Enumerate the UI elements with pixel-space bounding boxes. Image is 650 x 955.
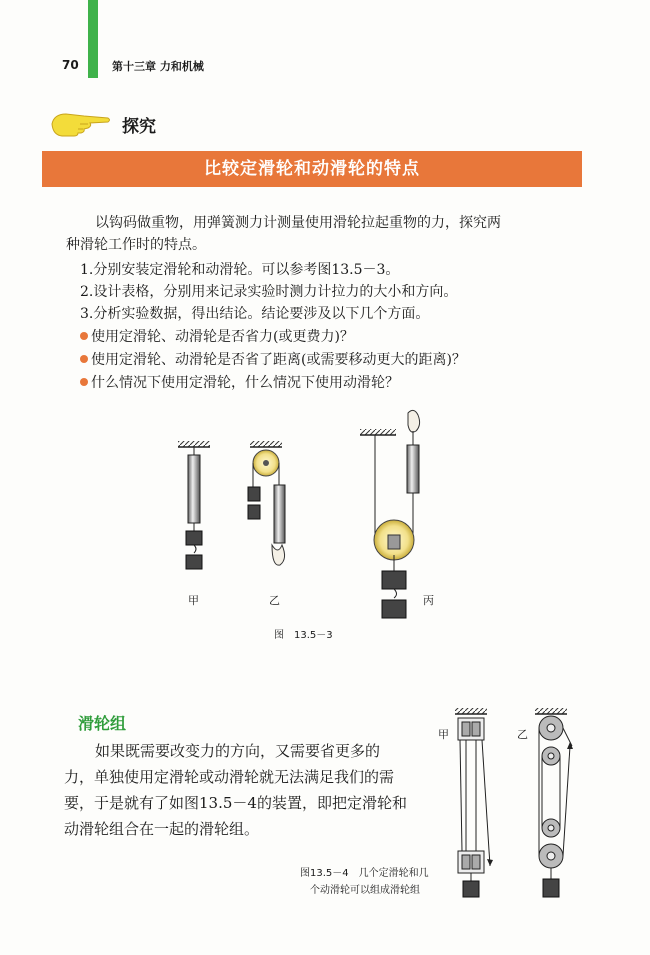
figure2-label-jia: 甲 [438, 728, 449, 741]
chapter-title: 第十三章 力和机械 [112, 60, 204, 73]
figure2-caption-line-2: 个动滑轮可以组成滑轮组 [310, 885, 420, 896]
section-line-3: 要，于是就有了如图13.5－4的装置，即把定滑轮和 [64, 794, 407, 812]
chapter-color-bar [88, 0, 98, 78]
figure2-caption [300, 865, 429, 899]
step-3: 3.分析实验数据，得出结论。结论要涉及以下几个方面。 [80, 306, 430, 322]
figure1-caption: 图 13.5－3 [274, 630, 333, 641]
pulley-block-yi [535, 708, 573, 897]
intro-line-2: 种滑轮工作时的特点。 [66, 237, 206, 253]
step-2: 2.设计表格，分别用来记录实验时测力计拉力的大小和方向。 [80, 284, 458, 300]
figure-13-5-3-diagram [170, 405, 460, 635]
question-3: 什么情况下使用定滑轮，什么情况下使用动滑轮？ [80, 372, 399, 394]
section-line-2: 力，单独使用定滑轮或动滑轮就无法满足我们的需 [64, 768, 395, 786]
section-title: 滑轮组 [78, 714, 127, 733]
bullet-icon [80, 355, 88, 363]
pointing-hand-icon [50, 108, 112, 138]
step-1: 1.分别安装定滑轮和动滑轮。可以参考图13.5－3。 [80, 262, 400, 278]
pulley-block-jia [455, 708, 493, 897]
setup-bing [360, 410, 420, 618]
activity-banner: 比较定滑轮和动滑轮的特点 [42, 151, 582, 187]
section-line-4: 动滑轮组合在一起的滑轮组。 [64, 820, 260, 838]
figure2-caption-line-1: 图13.5－4 几个定滑轮和几 [300, 868, 429, 879]
figure1-label-bing: 丙 [423, 594, 434, 607]
setup-jia [178, 441, 210, 569]
figure1-label-yi: 乙 [269, 594, 280, 607]
intro-line-1: 以钩码做重物，用弹簧测力计测量使用滑轮拉起重物的力，探究两 [95, 215, 501, 231]
question-2: 使用定滑轮、动滑轮是否省了距离(或需要移动更大的距离)？ [80, 349, 466, 371]
figure2-label-yi: 乙 [517, 728, 528, 741]
setup-yi [248, 441, 285, 565]
explore-label: 探究 [122, 117, 156, 137]
figure1-label-jia: 甲 [188, 594, 199, 607]
section-line-1: 如果既需要改变力的方向，又需要省更多的 [95, 742, 381, 760]
bullet-icon [80, 378, 88, 386]
page-number: 70 [62, 58, 79, 72]
question-1: 使用定滑轮、动滑轮是否省力(或更费力)？ [80, 326, 354, 348]
bullet-icon [80, 332, 88, 340]
